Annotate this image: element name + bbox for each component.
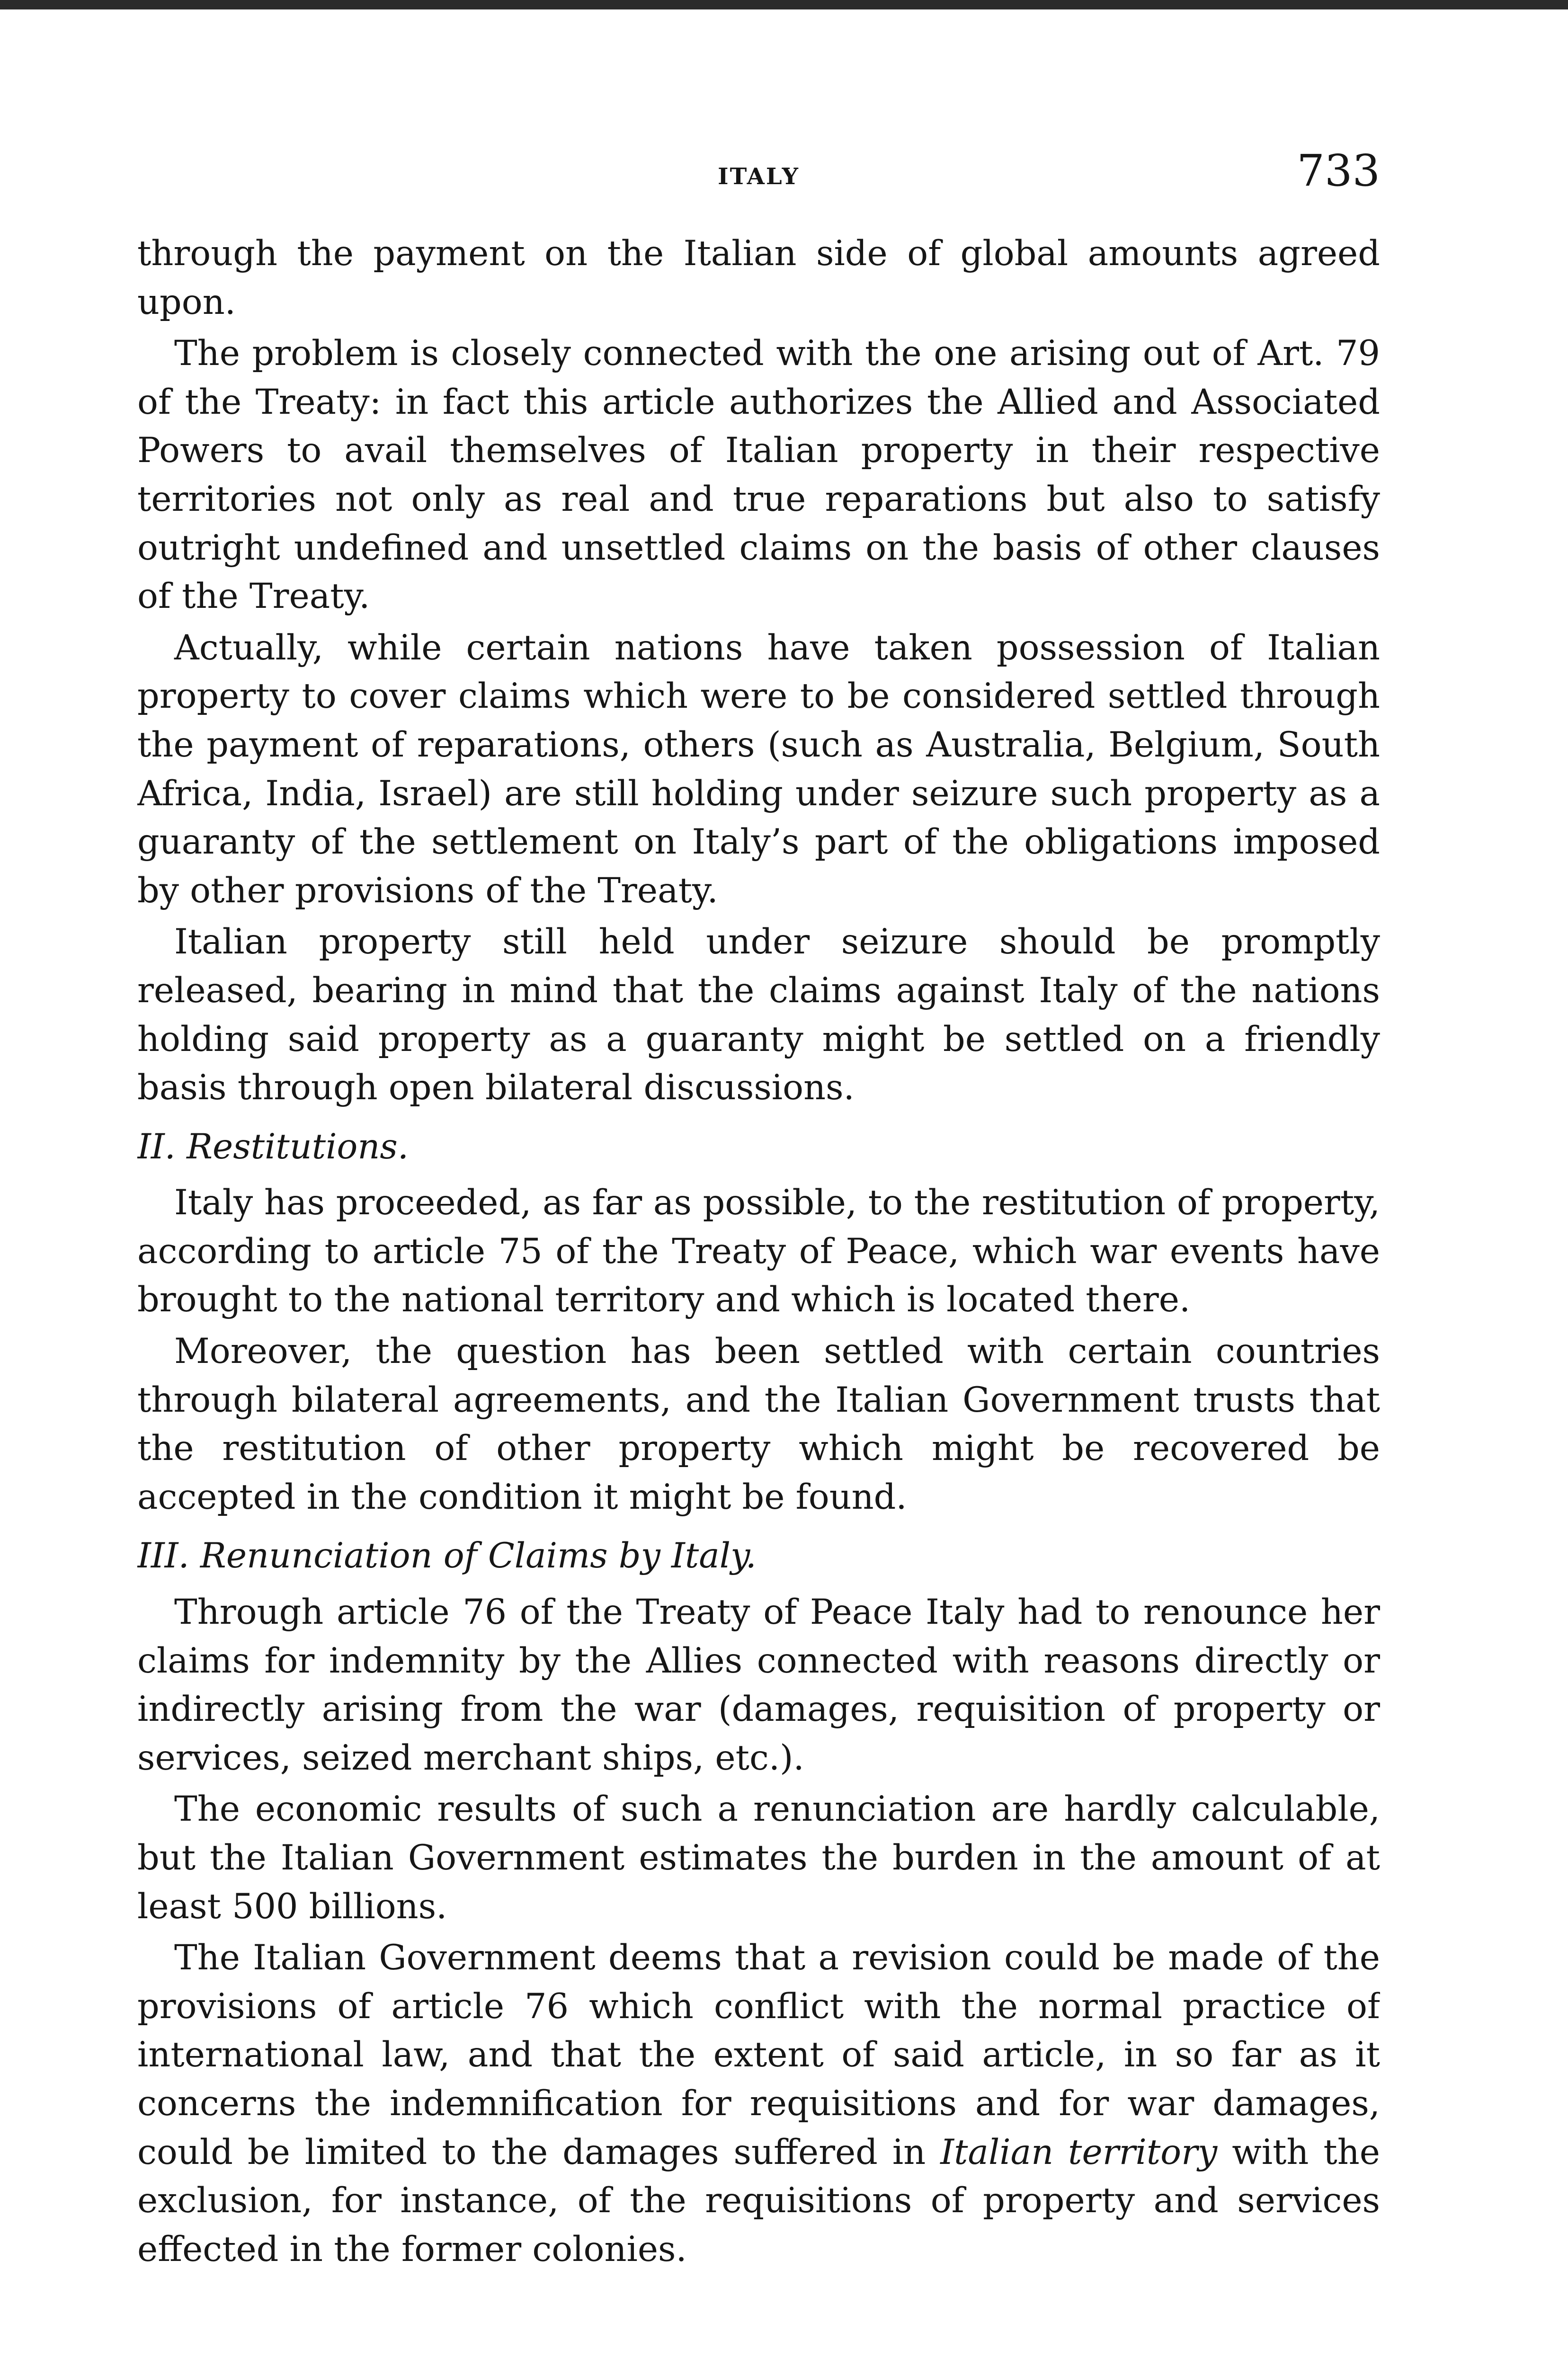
paragraph-revision	[137, 1934, 1380, 2274]
revision-text-end: with the exclusion, for instance, of the requisitions of property and services effected in the former colonies.	[137, 2132, 1380, 2269]
running-head: ITALY	[718, 163, 800, 190]
paragraph-article-76: Through article 76 of the Treaty of Peace Italy had to renounce her claims for indemnity by the Allies connected with reasons directly or indirectly arising from the war (damages, requisition of property or services, seized merchant ships, etc.).	[137, 1592, 1380, 1778]
revision-text-start: The Italian Government deems that a revision could be made of the provisions of article 76 which conflict with the normal practice of international law, and that the extent of said article, in so far as it concerns the indemnification for requisitions and for war damages, could be limited to the damages suffered in	[137, 1938, 1380, 2172]
paragraph-release-property: Italian property still held under seizure should be promptly released, bearing in mind that the claims against Italy of the nations holding said property as a guaranty might be settled on a friendly basis through open bilateral discussions.	[137, 922, 1380, 1108]
paragraph-article-79: The problem is closely connected with the one arising out of Art. 79 of the Treaty: in fact this article authorizes the Allied and Associated Powers to avail themselves of Italian property in their respective territories not only as real and true reparations but also to satisfy outright undefined and unsettled claims on the basis of other clauses of the Treaty.	[137, 333, 1380, 617]
paragraph-continuation: through the payment on the Italian side of global amounts agreed upon.	[137, 233, 1380, 322]
section-heading-renunciation: III. Renunciation of Claims by Italy.	[137, 1536, 757, 1576]
body-text	[137, 230, 1380, 2346]
section-heading-restitutions: II. Restitutions.	[137, 1126, 409, 1167]
paragraph-economic-results: The economic results of such a renunciation are hardly calculable, but the Italian Government estimates the burden in the amount of at least 500 billions.	[137, 1789, 1380, 1927]
paragraph-restitution-article-75: Italy has proceeded, as far as possible, to the restitution of property, according to article 75 of the Treaty of Peace, which war events have brought to the national territory and which is located there.	[137, 1183, 1380, 1320]
page-number: 733	[1297, 145, 1380, 196]
top-border-rule	[0, 0, 1568, 9]
page-header	[137, 145, 1380, 201]
paragraph-bilateral-agreements: Moreover, the question has been settled with certain countries through bilateral agreements, and the Italian Government trusts that the restitution of other property which might be recovered be accepted in the condition it might be found.	[137, 1331, 1380, 1517]
paragraph-seizure-nations: Actually, while certain nations have taken possession of Italian property to cover claims which were to be considered settled through the payment of reparations, others (such as Australia, Belgium, South Africa, India, Israel) are still holding under seizure such property as a guaranty of the settlement on Italy’s part of the obligations imposed by other provisions of the Treaty.	[137, 627, 1380, 911]
italic-phrase-italian-territory: Italian territory	[940, 2132, 1218, 2172]
